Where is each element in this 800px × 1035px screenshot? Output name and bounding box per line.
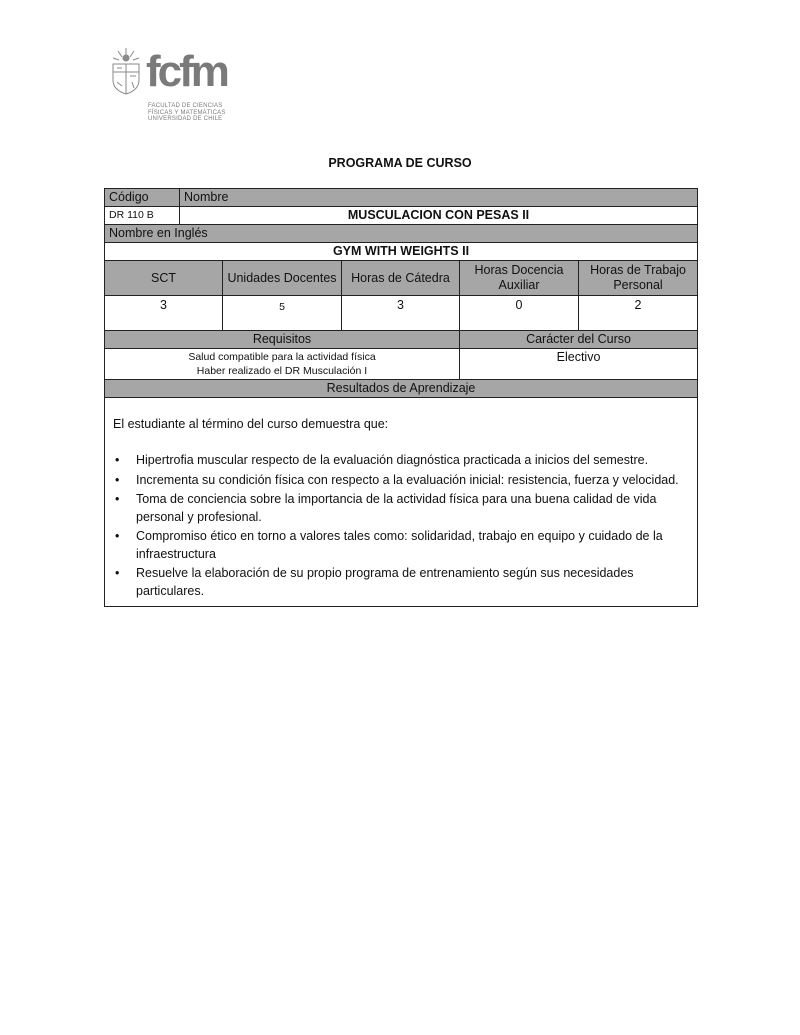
course-name: MUSCULACION CON PESAS II [180,207,698,225]
code-label: Código [105,189,180,207]
list-item: • Hipertrofia muscular respecto de la evaluación diagnóstica practicada a inicios del semestre. [136,452,689,470]
learning-results [105,398,698,607]
requirement-item: Salud compatible para la actividad física [188,351,376,363]
list-item: • Incrementa su condición física con respecto a la evaluación inicial: resistencia, fuerza y velocidad. [136,472,689,490]
english-name-label: Nombre en Inglés [105,225,698,243]
logo-wordmark: fcfm [146,47,227,96]
hours-values-row [105,296,698,331]
learning-results-label: Resultados de Aprendizaje [105,380,698,398]
hours-value: 3 [342,296,460,331]
header-row [105,189,698,207]
hours-value: 2 [579,296,698,331]
university-crest-icon [108,46,144,96]
hours-value: 0 [460,296,579,331]
course-program-table [104,188,698,607]
hours-header: SCT [105,261,223,296]
hours-header: Horas Docencia Auxiliar [460,261,579,296]
page-title: PROGRAMA DE CURSO [328,156,472,170]
name-label: Nombre [180,189,698,207]
requirements-label: Requisitos [105,331,460,349]
hours-value: 3 [105,296,223,331]
hours-header: Horas de Cátedra [342,261,460,296]
hours-value: 5 [223,296,342,331]
learning-intro: El estudiante al término del curso demuestra que: [113,417,389,431]
list-item: • Toma de conciencia sobre la importancia de la actividad física para una buena calidad de vida personal y profesional. [136,491,689,526]
hours-header: Horas de Trabajo Personal [579,261,698,296]
list-item: • Resuelve la elaboración de su propio programa de entrenamiento según sus necesidades particulares. [136,565,689,600]
list-item: • Compromiso ético en torno a valores tales como: solidaridad, trabajo en equipo y cuidado de la infraestructura [136,528,689,563]
learning-list [113,452,689,600]
requirements-list [105,349,460,380]
faculty-logo [108,44,238,126]
requirement-item: Haber realizado el DR Musculación I [196,365,368,377]
character-label: Carácter del Curso [460,331,698,349]
logo-subtitle: FACULTAD DE CIENCIAS FÍSICAS Y MATEMÁTICAS UNIVERSIDAD DE CHILE [148,103,226,122]
english-name: GYM WITH WEIGHTS II [105,243,698,261]
course-row [105,207,698,225]
course-code: DR 110 B [105,207,180,225]
hours-header-row [105,261,698,296]
course-character: Electivo [460,349,698,380]
hours-header: Unidades Docentes [223,261,342,296]
